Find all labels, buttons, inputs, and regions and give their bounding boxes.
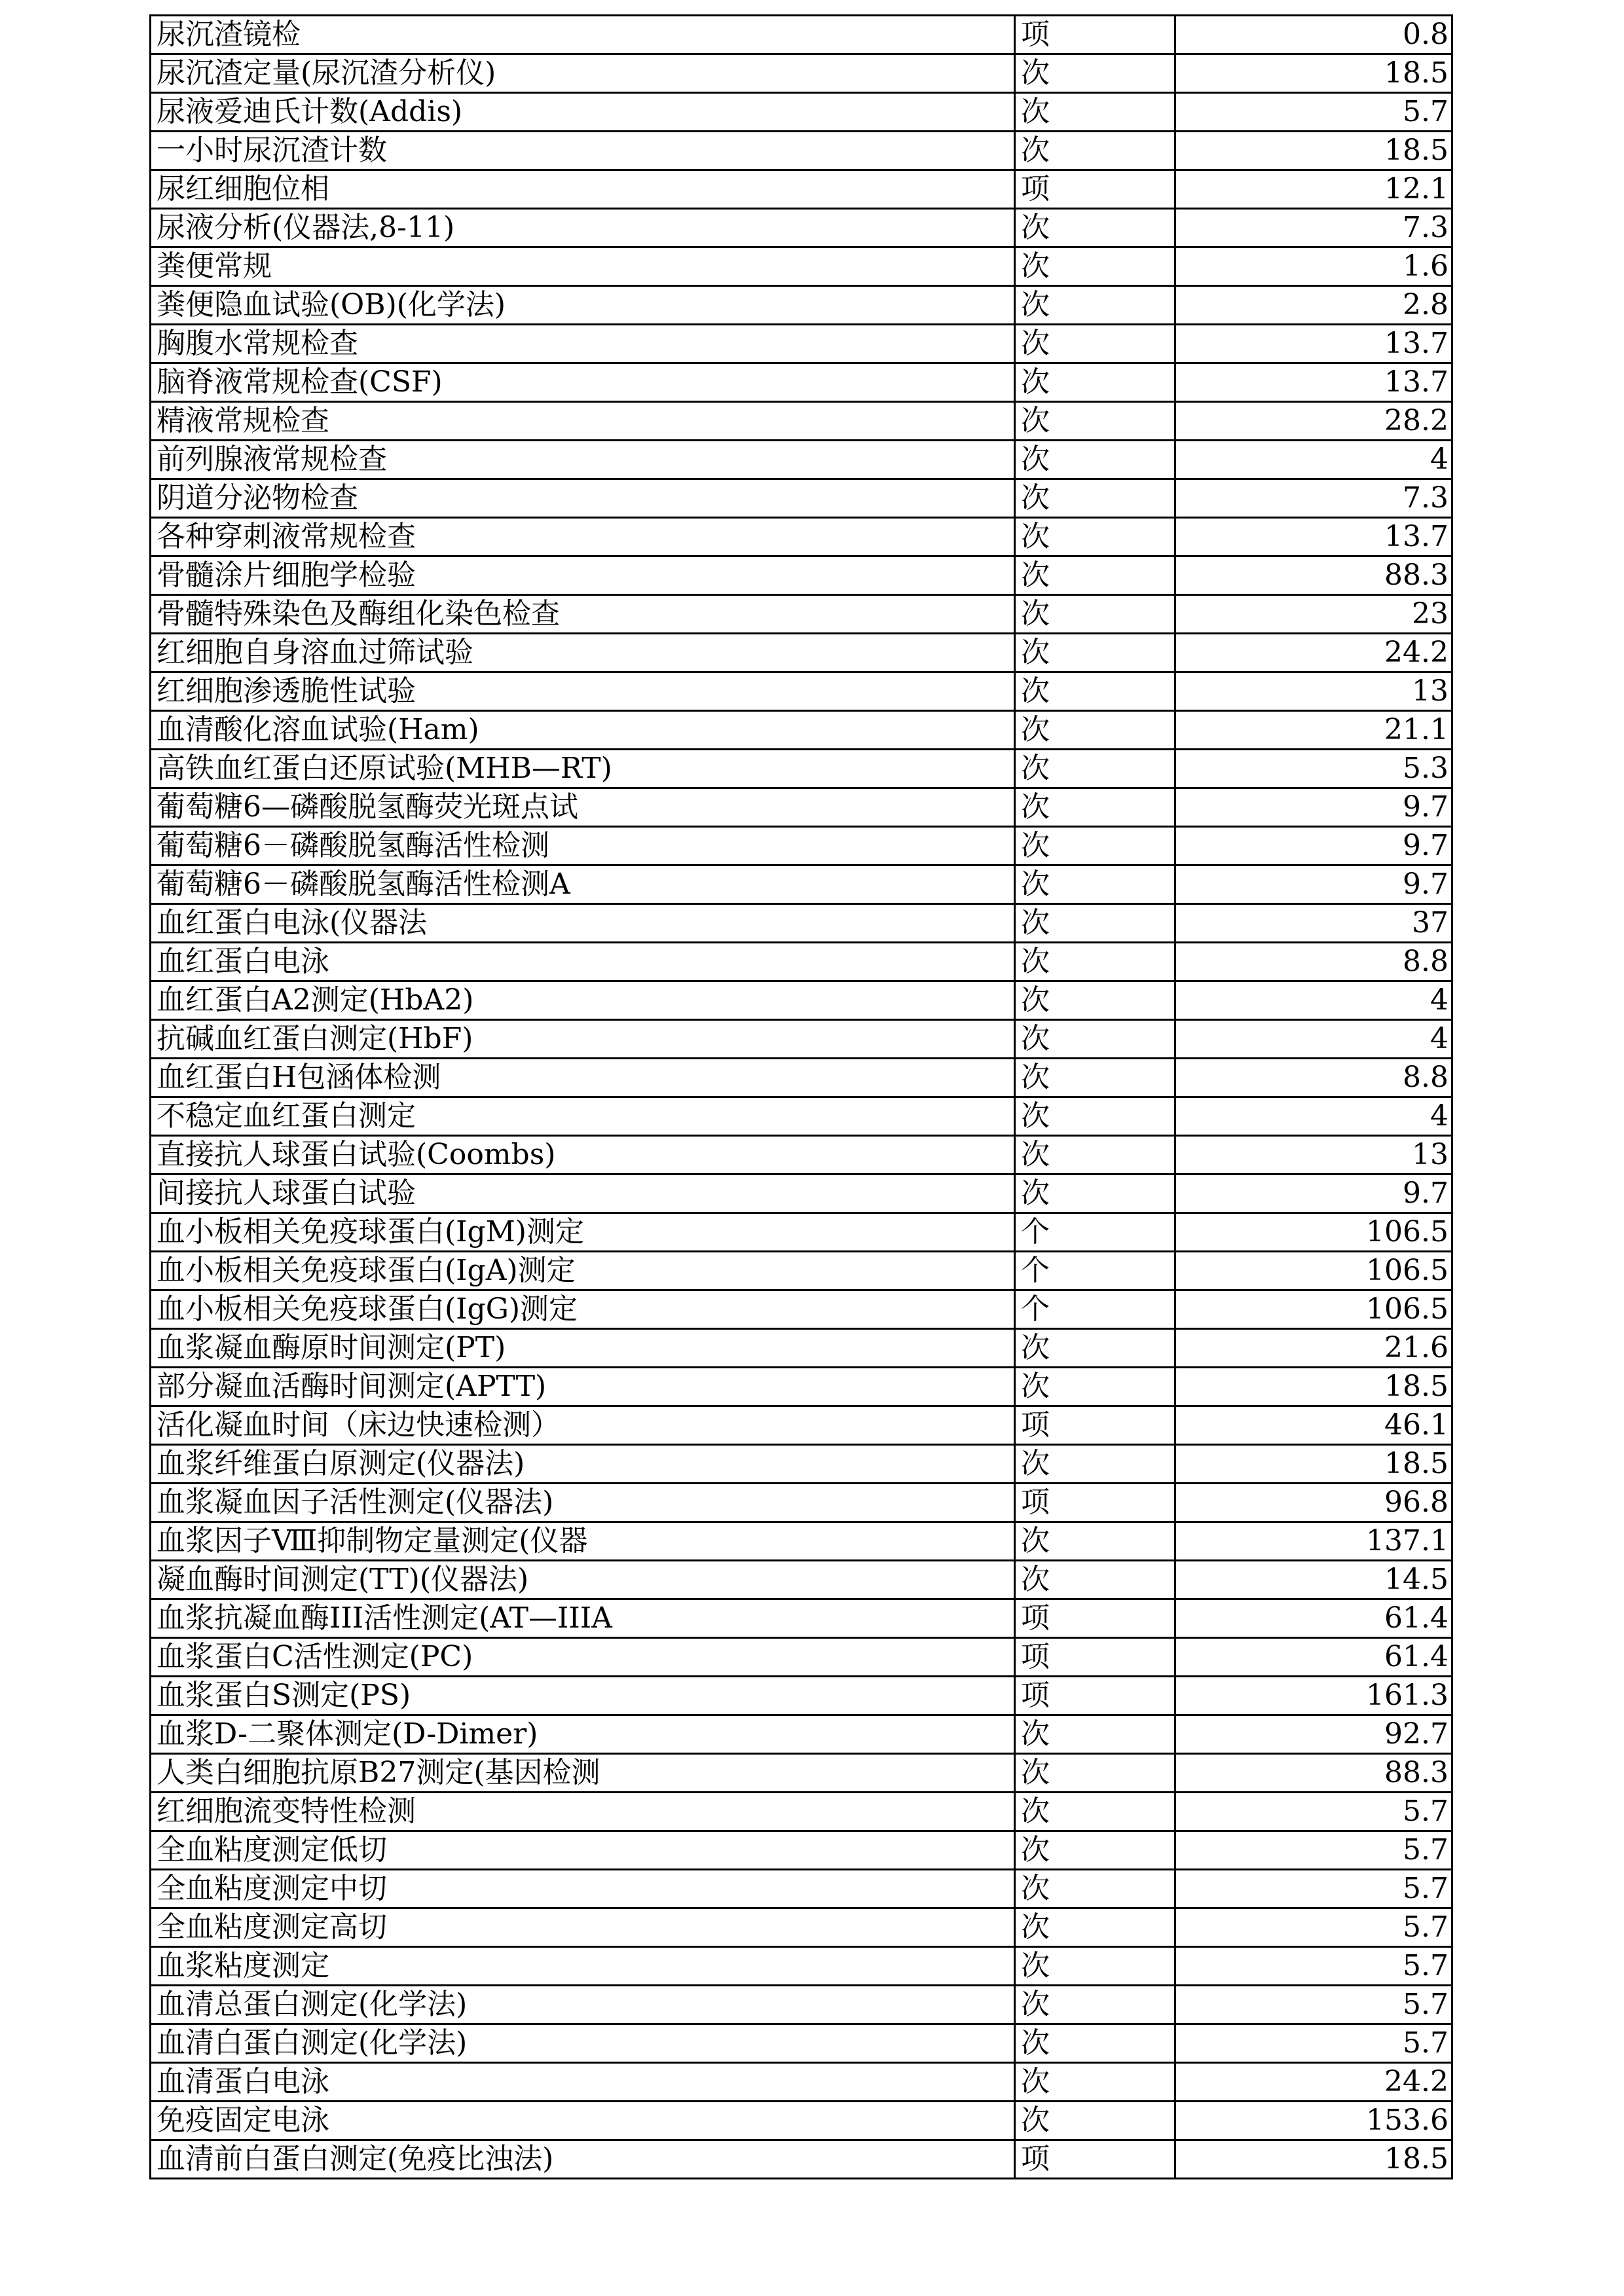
price-cell: 18.5 (1175, 2140, 1452, 2179)
item-name-cell: 血红蛋白电泳 (151, 943, 1015, 981)
unit-cell: 次 (1015, 1793, 1175, 1831)
unit-cell: 项 (1015, 1484, 1175, 1522)
unit-cell: 项 (1015, 1677, 1175, 1715)
item-name-cell: 间接抗人球蛋白试验 (151, 1175, 1015, 1213)
price-cell: 153.6 (1175, 2102, 1452, 2140)
table-row (151, 16, 1452, 54)
table-row (151, 1870, 1452, 1908)
item-name-cell: 尿液分析(仪器法,8-11) (151, 209, 1015, 247)
unit-cell: 项 (1015, 1599, 1175, 1638)
unit-cell: 次 (1015, 402, 1175, 441)
price-cell: 5.7 (1175, 2024, 1452, 2063)
unit-cell: 次 (1015, 827, 1175, 866)
price-cell: 137.1 (1175, 1522, 1452, 1561)
item-name-cell: 部分凝血活酶时间测定(APTT) (151, 1368, 1015, 1406)
item-name-cell: 人类白细胞抗原B27测定(基因检测 (151, 1754, 1015, 1793)
table-row (151, 634, 1452, 672)
item-name-cell: 血红蛋白H包涵体检测 (151, 1059, 1015, 1097)
unit-cell: 次 (1015, 904, 1175, 943)
item-name-cell: 尿沉渣镜检 (151, 16, 1015, 54)
price-cell: 88.3 (1175, 556, 1452, 595)
price-cell: 7.3 (1175, 209, 1452, 247)
unit-cell: 次 (1015, 1754, 1175, 1793)
price-cell: 21.6 (1175, 1329, 1452, 1368)
table-row (151, 1136, 1452, 1175)
table-row (151, 827, 1452, 866)
unit-cell: 次 (1015, 1175, 1175, 1213)
table-row (151, 904, 1452, 943)
table-row (151, 1522, 1452, 1561)
unit-cell: 次 (1015, 325, 1175, 363)
table-row (151, 1831, 1452, 1870)
table-row (151, 556, 1452, 595)
price-cell: 18.5 (1175, 1368, 1452, 1406)
table-row (151, 1020, 1452, 1059)
table-row (151, 1175, 1452, 1213)
price-cell: 4 (1175, 441, 1452, 479)
price-cell: 5.7 (1175, 1870, 1452, 1908)
item-name-cell: 血小板相关免疫球蛋白(IgA)测定 (151, 1252, 1015, 1290)
table-row (151, 1754, 1452, 1793)
price-cell: 13.7 (1175, 363, 1452, 402)
price-cell: 18.5 (1175, 1445, 1452, 1484)
item-name-cell: 血浆纤维蛋白原测定(仪器法) (151, 1445, 1015, 1484)
price-cell: 5.3 (1175, 750, 1452, 788)
price-cell: 21.1 (1175, 711, 1452, 750)
item-name-cell: 骨髓涂片细胞学检验 (151, 556, 1015, 595)
price-cell: 18.5 (1175, 54, 1452, 93)
item-name-cell: 血红蛋白A2测定(HbA2) (151, 981, 1015, 1020)
price-cell: 2.8 (1175, 286, 1452, 325)
price-cell: 9.7 (1175, 866, 1452, 904)
price-cell: 5.7 (1175, 1908, 1452, 1947)
unit-cell: 次 (1015, 209, 1175, 247)
item-name-cell: 尿液爱迪氏计数(Addis) (151, 93, 1015, 132)
unit-cell: 个 (1015, 1290, 1175, 1329)
price-cell: 5.7 (1175, 1793, 1452, 1831)
table-row (151, 1677, 1452, 1715)
table-row (151, 595, 1452, 634)
price-cell: 24.2 (1175, 634, 1452, 672)
item-name-cell: 前列腺液常规检查 (151, 441, 1015, 479)
item-name-cell: 血浆因子Ⅷ抑制物定量测定(仪器 (151, 1522, 1015, 1561)
price-cell: 5.7 (1175, 1947, 1452, 1986)
price-cell: 4 (1175, 981, 1452, 1020)
item-name-cell: 葡萄糖6—磷酸脱氢酶荧光斑点试 (151, 788, 1015, 827)
table-row (151, 363, 1452, 402)
unit-cell: 次 (1015, 788, 1175, 827)
unit-cell: 项 (1015, 1638, 1175, 1677)
unit-cell: 次 (1015, 711, 1175, 750)
table-row (151, 750, 1452, 788)
unit-cell: 次 (1015, 1136, 1175, 1175)
unit-cell: 次 (1015, 93, 1175, 132)
unit-cell: 次 (1015, 518, 1175, 556)
table-row (151, 1329, 1452, 1368)
price-cell: 106.5 (1175, 1290, 1452, 1329)
item-name-cell: 血清酸化溶血试验(Ham) (151, 711, 1015, 750)
table-row (151, 1213, 1452, 1252)
unit-cell: 次 (1015, 1870, 1175, 1908)
item-name-cell: 红细胞自身溶血过筛试验 (151, 634, 1015, 672)
table-row (151, 1986, 1452, 2024)
table-row (151, 2140, 1452, 2179)
unit-cell: 项 (1015, 2140, 1175, 2179)
price-cell: 8.8 (1175, 1059, 1452, 1097)
unit-cell: 项 (1015, 1406, 1175, 1445)
unit-cell: 次 (1015, 1715, 1175, 1754)
item-name-cell: 脑脊液常规检查(CSF) (151, 363, 1015, 402)
unit-cell: 次 (1015, 1831, 1175, 1870)
price-cell: 106.5 (1175, 1213, 1452, 1252)
item-name-cell: 血浆凝血酶原时间测定(PT) (151, 1329, 1015, 1368)
item-name-cell: 血小板相关免疫球蛋白(IgM)测定 (151, 1213, 1015, 1252)
price-cell: 5.7 (1175, 93, 1452, 132)
table-row (151, 1484, 1452, 1522)
price-cell: 161.3 (1175, 1677, 1452, 1715)
table-row (151, 247, 1452, 286)
table-row (151, 1908, 1452, 1947)
item-name-cell: 精液常规检查 (151, 402, 1015, 441)
table-row (151, 1290, 1452, 1329)
table-row (151, 2102, 1452, 2140)
table-row (151, 93, 1452, 132)
table-row (151, 1406, 1452, 1445)
table-row (151, 325, 1452, 363)
unit-cell: 次 (1015, 595, 1175, 634)
unit-cell: 个 (1015, 1213, 1175, 1252)
price-table (149, 14, 1453, 2179)
table-row (151, 170, 1452, 209)
item-name-cell: 阴道分泌物检查 (151, 479, 1015, 518)
unit-cell: 次 (1015, 1908, 1175, 1947)
item-name-cell: 不稳定血红蛋白测定 (151, 1097, 1015, 1136)
item-name-cell: 粪便隐血试验(OB)(化学法) (151, 286, 1015, 325)
table-row (151, 54, 1452, 93)
price-cell: 5.7 (1175, 1986, 1452, 2024)
price-cell: 8.8 (1175, 943, 1452, 981)
price-cell: 9.7 (1175, 827, 1452, 866)
price-cell: 13 (1175, 672, 1452, 711)
item-name-cell: 血清白蛋白测定(化学法) (151, 2024, 1015, 2063)
table-row (151, 1445, 1452, 1484)
item-name-cell: 一小时尿沉渣计数 (151, 132, 1015, 170)
unit-cell: 次 (1015, 247, 1175, 286)
unit-cell: 次 (1015, 634, 1175, 672)
price-cell: 0.8 (1175, 16, 1452, 54)
item-name-cell: 葡萄糖6－磷酸脱氢酶活性检测 (151, 827, 1015, 866)
price-cell: 88.3 (1175, 1754, 1452, 1793)
table-row (151, 518, 1452, 556)
price-cell: 46.1 (1175, 1406, 1452, 1445)
unit-cell: 次 (1015, 286, 1175, 325)
unit-cell: 次 (1015, 1445, 1175, 1484)
unit-cell: 次 (1015, 132, 1175, 170)
table-row (151, 1252, 1452, 1290)
item-name-cell: 全血粘度测定高切 (151, 1908, 1015, 1947)
item-name-cell: 血清总蛋白测定(化学法) (151, 1986, 1015, 2024)
item-name-cell: 粪便常规 (151, 247, 1015, 286)
item-name-cell: 血浆蛋白C活性测定(PC) (151, 1638, 1015, 1677)
item-name-cell: 血浆抗凝血酶III活性测定(AT—IIIA (151, 1599, 1015, 1638)
item-name-cell: 胸腹水常规检查 (151, 325, 1015, 363)
unit-cell: 项 (1015, 170, 1175, 209)
unit-cell: 次 (1015, 943, 1175, 981)
unit-cell: 次 (1015, 1947, 1175, 1986)
item-name-cell: 血清蛋白电泳 (151, 2063, 1015, 2102)
table-row (151, 788, 1452, 827)
price-cell: 9.7 (1175, 788, 1452, 827)
price-cell: 4 (1175, 1020, 1452, 1059)
price-cell: 92.7 (1175, 1715, 1452, 1754)
item-name-cell: 直接抗人球蛋白试验(Coombs) (151, 1136, 1015, 1175)
table-row (151, 209, 1452, 247)
unit-cell: 次 (1015, 1986, 1175, 2024)
price-cell: 28.2 (1175, 402, 1452, 441)
item-name-cell: 抗碱血红蛋白测定(HbF) (151, 1020, 1015, 1059)
table-row (151, 943, 1452, 981)
item-name-cell: 血浆D-二聚体测定(D-Dimer) (151, 1715, 1015, 1754)
price-cell: 14.5 (1175, 1561, 1452, 1599)
table-row (151, 286, 1452, 325)
price-cell: 61.4 (1175, 1599, 1452, 1638)
price-cell: 5.7 (1175, 1831, 1452, 1870)
table-row (151, 441, 1452, 479)
price-cell: 106.5 (1175, 1252, 1452, 1290)
item-name-cell: 血红蛋白电泳(仪器法 (151, 904, 1015, 943)
unit-cell: 次 (1015, 750, 1175, 788)
unit-cell: 次 (1015, 441, 1175, 479)
unit-cell: 次 (1015, 556, 1175, 595)
unit-cell: 次 (1015, 981, 1175, 1020)
price-cell: 13.7 (1175, 325, 1452, 363)
price-cell: 12.1 (1175, 170, 1452, 209)
item-name-cell: 血浆粘度测定 (151, 1947, 1015, 1986)
item-name-cell: 全血粘度测定低切 (151, 1831, 1015, 1870)
table-row (151, 866, 1452, 904)
unit-cell: 次 (1015, 1561, 1175, 1599)
item-name-cell: 高铁血红蛋白还原试验(MHB—RT) (151, 750, 1015, 788)
unit-cell: 次 (1015, 1329, 1175, 1368)
item-name-cell: 血清前白蛋白测定(免疫比浊法) (151, 2140, 1015, 2179)
table-row (151, 981, 1452, 1020)
unit-cell: 次 (1015, 1020, 1175, 1059)
item-name-cell: 血浆凝血因子活性测定(仪器法) (151, 1484, 1015, 1522)
item-name-cell: 骨髓特殊染色及酶组化染色检查 (151, 595, 1015, 634)
unit-cell: 次 (1015, 866, 1175, 904)
price-cell: 9.7 (1175, 1175, 1452, 1213)
unit-cell: 次 (1015, 1059, 1175, 1097)
unit-cell: 次 (1015, 54, 1175, 93)
price-cell: 13.7 (1175, 518, 1452, 556)
price-cell: 18.5 (1175, 132, 1452, 170)
item-name-cell: 活化凝血时间（床边快速检测） (151, 1406, 1015, 1445)
item-name-cell: 血小板相关免疫球蛋白(IgG)测定 (151, 1290, 1015, 1329)
unit-cell: 次 (1015, 1097, 1175, 1136)
price-cell: 61.4 (1175, 1638, 1452, 1677)
table-row (151, 1638, 1452, 1677)
table-row (151, 1097, 1452, 1136)
table-row (151, 1561, 1452, 1599)
table-row (151, 402, 1452, 441)
unit-cell: 次 (1015, 363, 1175, 402)
item-name-cell: 尿红细胞位相 (151, 170, 1015, 209)
price-cell: 23 (1175, 595, 1452, 634)
table-row (151, 1715, 1452, 1754)
table-row (151, 479, 1452, 518)
table-row (151, 1947, 1452, 1986)
unit-cell: 个 (1015, 1252, 1175, 1290)
table-row (151, 1793, 1452, 1831)
table-row (151, 1059, 1452, 1097)
item-name-cell: 红细胞流变特性检测 (151, 1793, 1015, 1831)
table-row (151, 1368, 1452, 1406)
item-name-cell: 尿沉渣定量(尿沉渣分析仪) (151, 54, 1015, 93)
table-row (151, 2063, 1452, 2102)
unit-cell: 次 (1015, 1368, 1175, 1406)
item-name-cell: 全血粘度测定中切 (151, 1870, 1015, 1908)
item-name-cell: 红细胞渗透脆性试验 (151, 672, 1015, 711)
unit-cell: 次 (1015, 2024, 1175, 2063)
unit-cell: 次 (1015, 2063, 1175, 2102)
item-name-cell: 各种穿刺液常规检查 (151, 518, 1015, 556)
item-name-cell: 葡萄糖6－磷酸脱氢酶活性检测A (151, 866, 1015, 904)
table-row (151, 1599, 1452, 1638)
table-row (151, 132, 1452, 170)
table-row (151, 711, 1452, 750)
item-name-cell: 血浆蛋白S测定(PS) (151, 1677, 1015, 1715)
price-cell: 24.2 (1175, 2063, 1452, 2102)
table-row (151, 2024, 1452, 2063)
item-name-cell: 凝血酶时间测定(TT)(仪器法) (151, 1561, 1015, 1599)
unit-cell: 次 (1015, 479, 1175, 518)
price-cell: 37 (1175, 904, 1452, 943)
price-cell: 96.8 (1175, 1484, 1452, 1522)
price-table-body (151, 16, 1452, 2179)
item-name-cell: 免疫固定电泳 (151, 2102, 1015, 2140)
unit-cell: 次 (1015, 2102, 1175, 2140)
price-cell: 1.6 (1175, 247, 1452, 286)
price-cell: 4 (1175, 1097, 1452, 1136)
price-cell: 7.3 (1175, 479, 1452, 518)
table-row (151, 672, 1452, 711)
unit-cell: 次 (1015, 1522, 1175, 1561)
unit-cell: 项 (1015, 16, 1175, 54)
unit-cell: 次 (1015, 672, 1175, 711)
price-cell: 13 (1175, 1136, 1452, 1175)
